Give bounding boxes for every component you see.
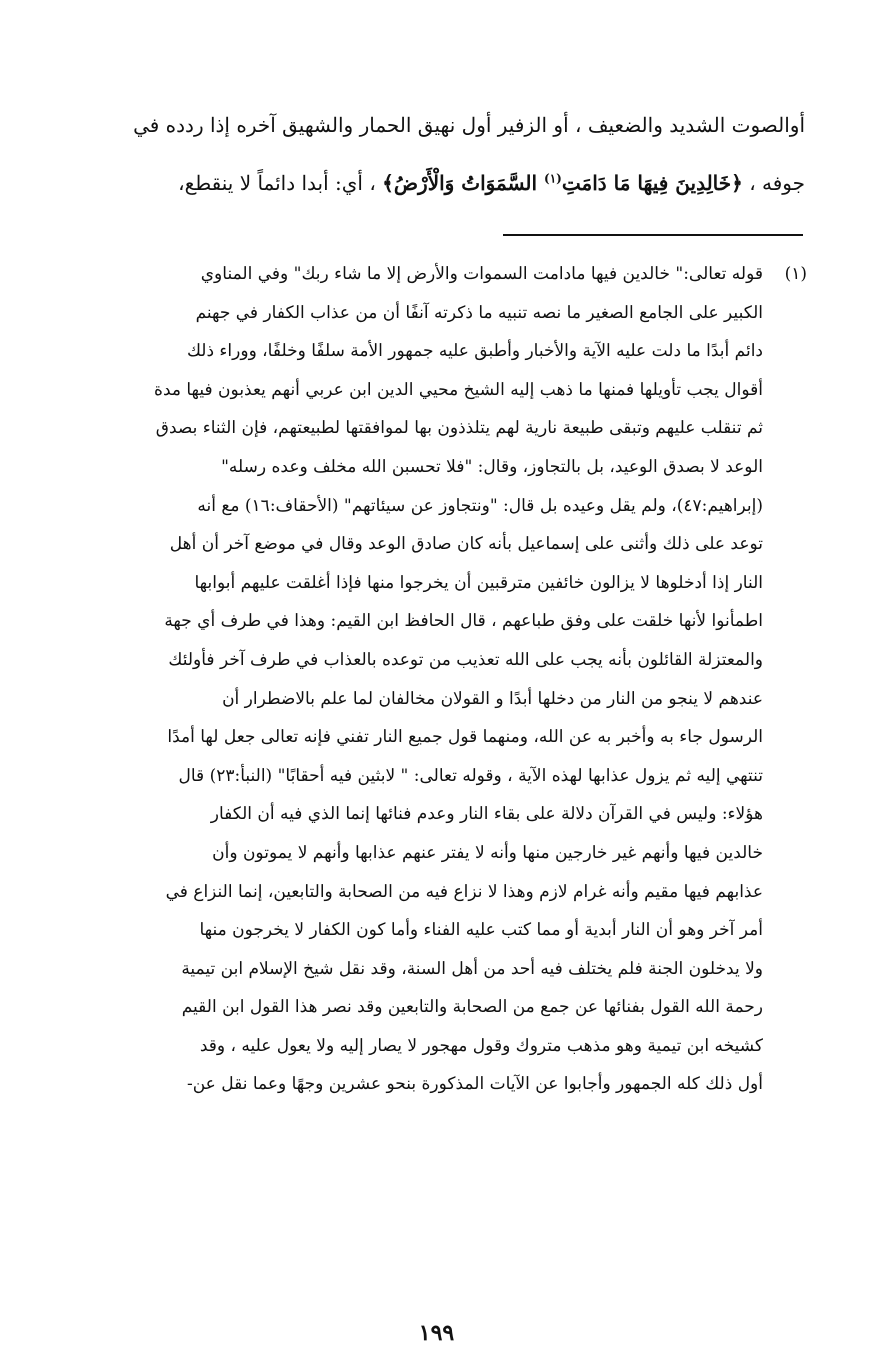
footnote-number: (١) bbox=[784, 264, 807, 284]
footnote-line-text: قوله تعالى:" خالدين فيها مادامت السموات والأرض إلا ما شاء ربك" وفي المناوي bbox=[200, 264, 763, 284]
footnote-line: عذابهم فيها مقيم وأنه غرام لازم وهذا لا نزاع فيه من الصحابة والتابعين، إنما النزاع في bbox=[165, 881, 763, 902]
footnote-line: والمعتزلة القائلون بأنه يجب على الله تعذيب من توعده بالعذاب في طرف آخر فأولئك bbox=[168, 649, 763, 670]
footnote-line bbox=[62, 255, 807, 294]
page-number: ١٩٩ bbox=[418, 1320, 455, 1346]
footnote-line: ولا يدخلون الجنة فلم يختلف فيه أحد من أهل السنة، وقد نقل شيخ الإسلام ابن تيمية bbox=[181, 958, 763, 979]
footnote-line: أول ذلك كله الجمهور وأجابوا عن الآيات المذكورة بنحو عشرين وجهًا وعما نقل عن- bbox=[186, 1074, 763, 1095]
footnote-line: النار إذا أدخلوها لا يزالون خائفين مترقبين أن يخرجوا منها فإذا أغلقت عليهم أبوابها bbox=[194, 572, 763, 593]
quran-verse-start: ﴿خَالِدِينَ فِيهَا مَا دَامَتِ bbox=[561, 171, 743, 195]
footnote-line: (إبراهيم:٤٧)، ولم يقل وعيده بل قال: "ونتجاوز عن سيئاتهم" (الأحقاف:١٦) مع أنه bbox=[197, 495, 763, 516]
footnote bbox=[62, 255, 807, 1104]
footnote-line: عندهم لا ينجو من النار من دخلها أبدًا و القولان مخالفان لما علم بالاضطرار أن bbox=[222, 688, 763, 709]
footnote-line: اطمأنوا لأنها خلقت على وفق طباعهم ، قال الحافظ ابن القيم: وهذا في طرف أي جهة bbox=[164, 611, 763, 632]
main-line-1: أوالصوت الشديد والضعيف ، أو الزفير أول نهيق الحمار والشهيق آخره إذا ردده في bbox=[133, 113, 805, 137]
main-text bbox=[100, 96, 805, 212]
footnote-reference: (١) bbox=[544, 171, 562, 186]
footnote-line: رحمة الله القول بفنائها عن جمع من الصحابة والتابعين وقد نصر هذا القول ابن القيم bbox=[181, 997, 763, 1018]
footnote-line: الكبير على الجامع الصغير ما نصه تنبيه ما ذكرته آنفًا أن من عذاب الكفار في جهنم bbox=[195, 302, 763, 323]
main-line-2-end: ، أي: أبدا دائماً لا ينقطع، bbox=[178, 171, 376, 195]
main-line-2 bbox=[100, 154, 805, 212]
footnote-line: توعد على ذلك وأثنى على إسماعيل بأنه كان صادق الوعد وقال في موضع آخر أن أهل bbox=[169, 534, 763, 555]
footnote-line: ثم تنقلب عليهم وتبقى طبيعة نارية لهم يتلذذون بها لموافقتها لطبيعتهم، فإن الثناء بصدق bbox=[155, 418, 763, 439]
footnote-line: الرسول جاء به وأخبر به عن الله، ومنهما قول جميع النار تفني فإنه تعالى جعل لها أمدًا bbox=[167, 727, 763, 748]
quran-verse bbox=[382, 171, 743, 195]
footnote-separator bbox=[503, 234, 803, 236]
footnote-line: تنتهي إليه ثم يزول عذابها لهذه الآية ، وقوله تعالى: " لابثين فيه أحقابًا" (النبأ:٢٣) قال bbox=[178, 765, 763, 786]
footnote-line: الوعد لا بصدق الوعيد، بل بالتجاوز، وقال: "فلا تحسبن الله مخلف وعده رسله" bbox=[221, 456, 763, 477]
footnote-line: دائم أبدًا ما دلت عليه الآية والأخبار وأطبق عليه جمهور الأمة سلفًا وخلفًا، ووراء ذلك bbox=[186, 341, 763, 362]
footnote-line: أمر آخر وهو أن النار أبدية أو مما كتب عليه الفناء وأما كون الكفار لا يخرجون منها bbox=[199, 920, 763, 941]
main-line-2-start: جوفه ، bbox=[742, 171, 805, 195]
quran-verse-end: السَّمَوَاتُ وَالْأَرْضُ﴾ bbox=[382, 171, 545, 195]
footnote-line: خالدين فيها وأنهم غير خارجين منها وأنه لا يفتر عنهم عذابها وأنهم لا يموتون وأن bbox=[212, 842, 763, 863]
footnote-line: أقوال يجب تأويلها فمنها ما ذهب إليه الشيخ محيي الدين ابن عربي أنهم يعذبون فيها مدة bbox=[154, 379, 763, 400]
footnote-line: هؤلاء: وليس في القرآن دلالة على بقاء النار وعدم فنائها إنما الذي فيه أن الكفار bbox=[210, 804, 763, 825]
footnote-line: كشيخه ابن تيمية وهو مذهب متروك وقول مهجور لا يصار إليه ولا يعول عليه ، وقد bbox=[199, 1035, 763, 1056]
